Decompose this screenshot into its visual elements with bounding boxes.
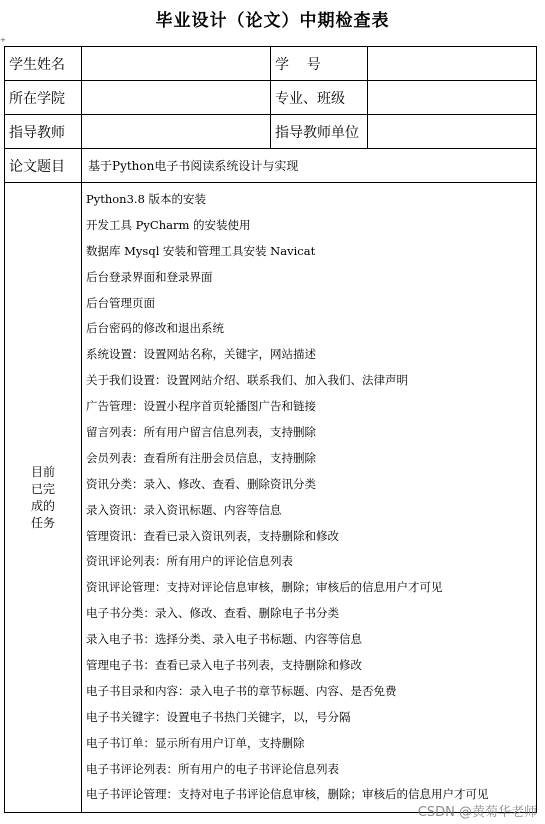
task-item: 电子书目录和内容：录入电子书的章节标题、内容、是否免费	[86, 683, 397, 698]
task-item: 资讯评论管理：支持对评论信息审核，删除；审核后的信息用户才可见	[86, 580, 443, 595]
table-anchor-icon: +	[0, 36, 6, 44]
advisor-unit-value	[368, 115, 537, 149]
college-value	[82, 81, 271, 115]
task-item: 开发工具 PyCharm 的安装使用	[86, 217, 251, 232]
advisor-value	[82, 115, 271, 149]
task-item: 会员列表：查看所有注册会员信息，支持删除	[86, 450, 316, 465]
task-item: 数据库 Mysql 安装和管理工具安装 Navicat	[86, 243, 316, 258]
midterm-check-table	[4, 46, 537, 813]
student-name-label: 学生姓名	[5, 47, 82, 81]
completed-tasks-list	[82, 183, 537, 813]
thesis-title-value: 基于Python电子书阅读系统设计与实现	[82, 149, 537, 183]
student-id-label: 学 号	[271, 47, 368, 81]
task-item: 电子书订单：显示所有用户订单，支持删除	[86, 735, 305, 750]
task-item: 后台登录界面和登录界面	[86, 269, 213, 284]
major-class-label: 专业、班级	[271, 81, 368, 115]
completed-label-line: 已完	[30, 481, 55, 496]
student-id-value	[368, 47, 537, 81]
advisor-unit-label: 指导教师单位	[271, 115, 368, 149]
college-label: 所在学院	[5, 81, 82, 115]
task-item: 留言列表：所有用户留言信息列表，支持删除	[86, 425, 316, 440]
advisor-label: 指导教师	[5, 115, 82, 149]
student-name-value	[82, 47, 271, 81]
task-item: 后台密码的修改和退出系统	[86, 321, 224, 336]
task-item: 管理资讯：查看已录入资讯列表，支持删除和修改	[86, 528, 339, 543]
completed-label-line: 任务	[30, 515, 55, 530]
task-item: 广告管理：设置小程序首页轮播图广告和链接	[86, 399, 316, 414]
task-item: 后台管理页面	[86, 295, 155, 310]
task-item: 资讯分类：录入、修改、查看、删除资讯分类	[86, 476, 316, 491]
task-item: 管理电子书：查看已录入电子书列表，支持删除和修改	[86, 658, 362, 673]
task-item: 电子书评论管理：支持对电子书评论信息审核，删除；审核后的信息用户才可见	[86, 787, 489, 802]
completed-label-line: 目前	[30, 464, 55, 479]
csdn-watermark: CSDN @黄菊华老师	[417, 805, 537, 820]
task-item: 关于我们设置：设置网站介绍、联系我们、加入我们、法律声明	[86, 373, 408, 388]
page-title: 毕业设计（论文）中期检查表	[155, 11, 390, 31]
task-item: 录入资讯：录入资讯标题、内容等信息	[86, 502, 282, 517]
task-item: 电子书分类：录入、修改、查看、删除电子书分类	[86, 606, 339, 621]
task-item: Python3.8 版本的安装	[86, 192, 207, 206]
task-item: 电子书评论列表：所有用户的电子书评论信息列表	[86, 761, 339, 776]
completed-tasks-label	[5, 183, 82, 813]
task-item: 资讯评论列表：所有用户的评论信息列表	[86, 554, 293, 569]
major-class-value	[368, 81, 537, 115]
thesis-title-label: 论文题目	[5, 149, 82, 183]
task-item: 电子书关键字：设置电子书热门关键字，以，号分隔	[86, 709, 351, 724]
task-item: 录入电子书：选择分类、录入电子书标题、内容等信息	[86, 632, 362, 647]
completed-label-line: 成的	[30, 498, 55, 513]
task-item: 系统设置：设置网站名称，关键字，网站描述	[86, 347, 316, 362]
